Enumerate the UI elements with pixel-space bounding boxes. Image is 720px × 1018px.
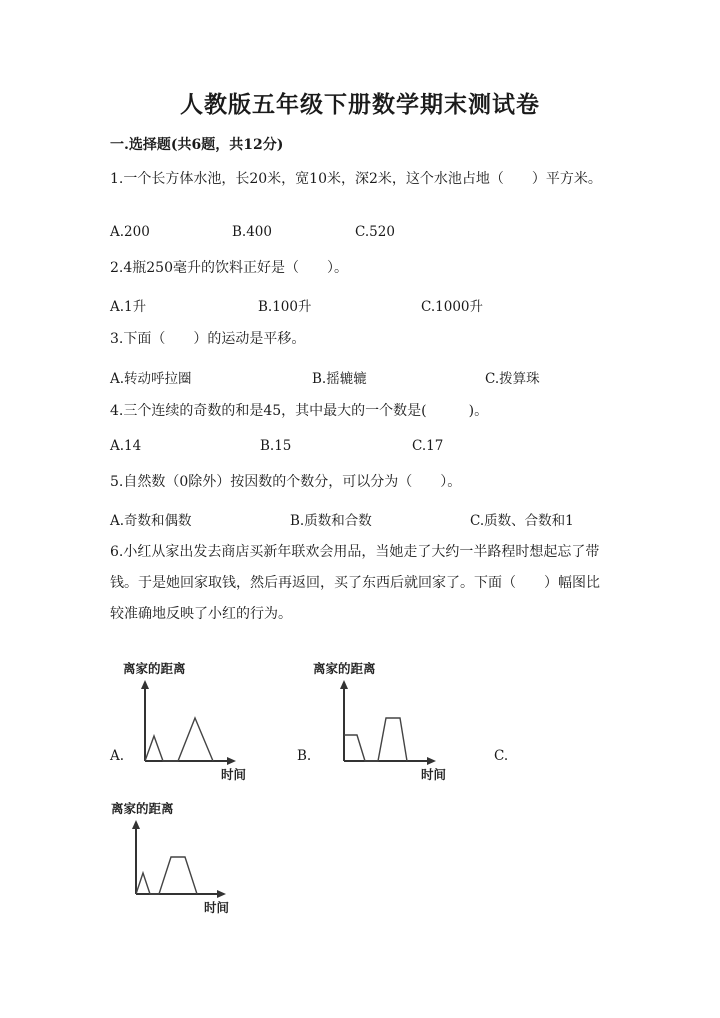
- graph-c[interactable]: [108, 798, 248, 923]
- question-1-option-b[interactable]: B.400: [232, 224, 272, 240]
- graph-a-xlabel: 时间: [221, 767, 247, 782]
- graph-b-line: [344, 718, 407, 761]
- question-3-option-b[interactable]: B.摇辘辘: [312, 371, 367, 387]
- question-6-option-b[interactable]: B.: [297, 748, 312, 764]
- question-5-option-a[interactable]: A.奇数和偶数: [110, 513, 192, 529]
- page-title: 人教版五年级下册数学期末测试卷: [180, 91, 540, 118]
- question-5-option-b[interactable]: B.质数和合数: [290, 513, 372, 529]
- graph-c-ylabel: 离家的距离: [111, 801, 174, 816]
- graph-c-xlabel: 时间: [204, 900, 230, 915]
- question-4-option-c[interactable]: C.17: [412, 438, 444, 454]
- graph-a-x-arrow: [227, 757, 236, 765]
- graph-c-line: [136, 857, 197, 894]
- question-3-option-c[interactable]: C.拨算珠: [485, 371, 540, 387]
- question-2-option-b[interactable]: B.100升: [258, 299, 312, 315]
- graph-c-svg: [108, 798, 248, 923]
- graph-b-xlabel: 时间: [421, 767, 447, 782]
- question-2-option-c[interactable]: C.1000升: [421, 299, 483, 315]
- question-1-option-a[interactable]: A.200: [110, 224, 150, 240]
- graph-a-line: [145, 718, 213, 761]
- graph-a-ylabel: 离家的距离: [123, 661, 186, 676]
- question-2: 2.4瓶250毫升的饮料正好是（ ）。: [110, 260, 348, 276]
- graph-c-x-arrow: [217, 890, 226, 898]
- question-2-option-a[interactable]: A.1升: [110, 299, 147, 315]
- question-1-option-c[interactable]: C.520: [355, 224, 395, 240]
- question-5-option-c[interactable]: C.质数、合数和1: [470, 513, 574, 529]
- question-4-option-a[interactable]: A.14: [110, 438, 142, 454]
- graph-b-ylabel: 离家的距离: [313, 661, 376, 676]
- question-4: 4.三个连续的奇数的和是45，其中最大的一个数是( )。: [110, 403, 489, 419]
- question-3-option-a[interactable]: A.转动呼拉圈: [110, 371, 192, 387]
- graph-a[interactable]: [118, 658, 258, 783]
- section-heading: 一.选择题(共6题，共12分): [110, 137, 284, 153]
- graph-b-svg: [310, 658, 450, 783]
- graph-b-x-arrow: [427, 757, 436, 765]
- graph-a-svg: [118, 658, 258, 783]
- question-6-option-c[interactable]: C.: [494, 748, 509, 764]
- question-1: 1.一个长方体水池，长20米，宽10米，深2米，这个水池占地（ ）平方米。: [110, 171, 602, 187]
- question-6-option-a[interactable]: A.: [110, 748, 125, 764]
- question-4-option-b[interactable]: B.15: [260, 438, 292, 454]
- graph-b[interactable]: [310, 658, 450, 783]
- question-3: 3.下面（ ）的运动是平移。: [110, 331, 306, 347]
- question-6: 6.小红从家出发去商店买新年联欢会用品，当她走了大约一半路程时想起忘了带钱。于是她回家取钱，然后再返回，买了东西后就回家了。下面（ ）幅图比较准确地反映了小红的行为。: [110, 544, 600, 622]
- question-5: 5.自然数（0除外）按因数的个数分，可以分为（ ）。: [110, 474, 462, 490]
